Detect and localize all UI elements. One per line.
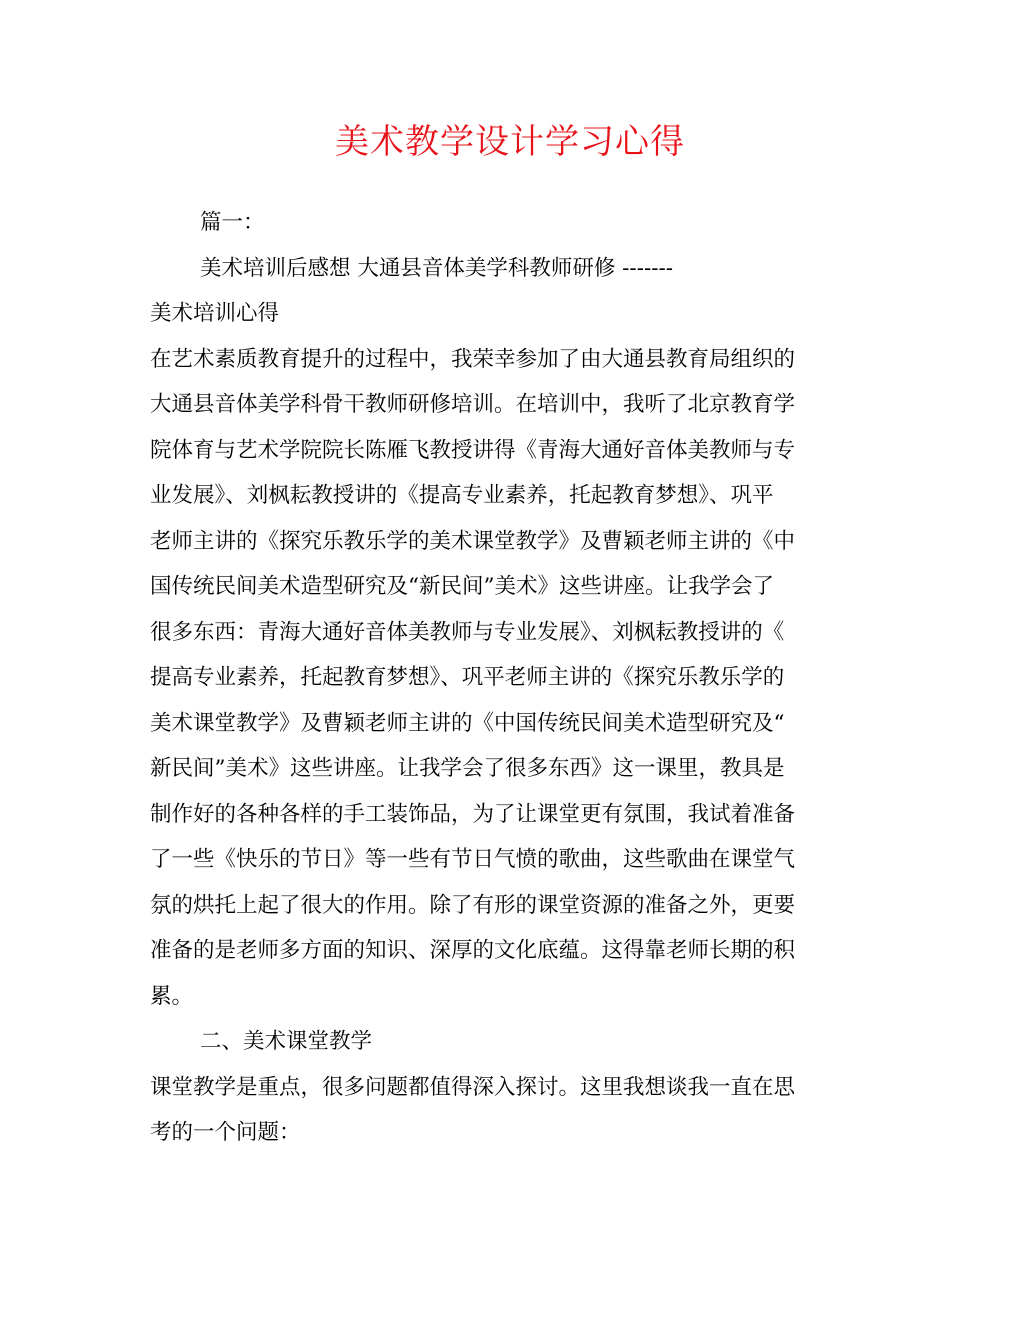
text-line: 二、美术课堂教学 [200, 1029, 373, 1054]
text-line: 美术培训后感想 大通县音体美学科教师研修 ------- [200, 255, 674, 281]
text-line: 累。 [150, 983, 194, 1009]
text-line: 美术课堂教学》及曹颖老师主讲的《中国传统民间美术造型研究及“ [150, 710, 785, 736]
text-line: 课堂教学是重点，很多问题都值得深入探讨。这里我想谈我一直在思 [150, 1074, 796, 1100]
text-line: 考的一个问题： [150, 1120, 301, 1145]
text-line: 美术培训心得 [150, 301, 280, 326]
text-line: 老师主讲的《探究乐教乐学的美术课堂教学》及曹颖老师主讲的《中 [150, 528, 796, 554]
text-line: 提高专业素养，托起教育梦想》、巩平老师主讲的《探究乐教乐学的 [150, 665, 785, 690]
document-body [150, 200, 850, 1156]
text-line: 很多东西：青海大通好音体美教师与专业发展》、刘枫耘教授讲的《 [150, 619, 785, 645]
text-line: 在艺术素质教育提升的过程中，我荣幸参加了由大通县教育局组织的 [150, 346, 796, 372]
text-line: 大通县音体美学科骨干教师研修培训。在培训中，我听了北京教育学 [150, 392, 796, 417]
text-line: 制作好的各种各样的手工装饰品，为了让课堂更有氛围，我试着准备 [150, 801, 796, 827]
text-line: 篇一： [200, 210, 265, 235]
text-line: 氛的烘托上起了很大的作用。除了有形的课堂资源的准备之外，更要 [150, 892, 796, 918]
text-line: 新民间”美术》这些讲座。让我学会了很多东西》这一课里，教具是 [150, 756, 785, 781]
text-line: 了一些《快乐的节日》等一些有节日气愤的歌曲，这些歌曲在课堂气 [150, 847, 796, 872]
text-line: 准备的是老师多方面的知识、深厚的文化底蕴。这得靠老师长期的积 [150, 938, 796, 963]
text-line: 业发展》、刘枫耘教授讲的《提高专业素养，托起教育梦想》、巩平 [150, 483, 774, 508]
text-line: 院体育与艺术学院院长陈雁飞教授讲得《青海大通好音体美教师与专 [150, 437, 796, 463]
text-line: 国传统民间美术造型研究及“新民间”美术》这些讲座。让我学会了 [150, 574, 774, 599]
document-title: 美术教学设计学习心得 [335, 122, 685, 162]
